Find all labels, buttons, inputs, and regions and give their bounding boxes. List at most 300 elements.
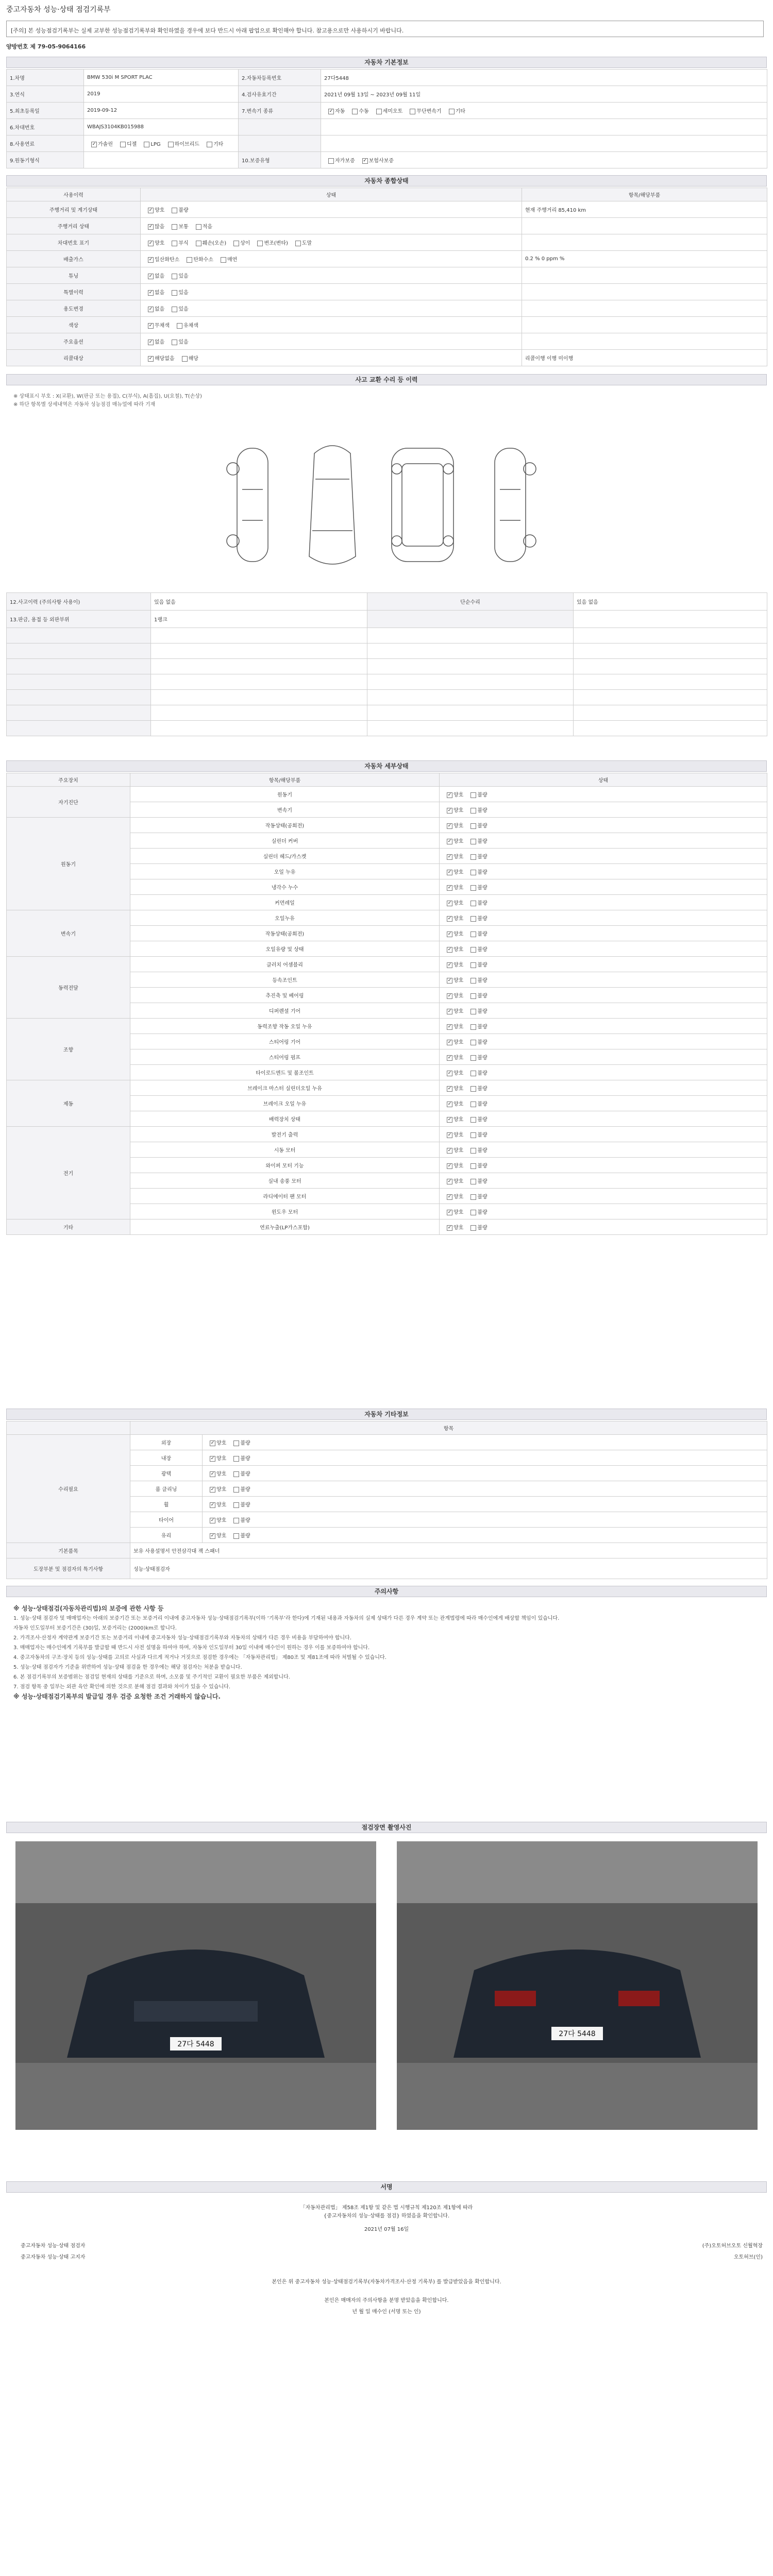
detail-group: 제동 (7, 1080, 130, 1127)
checkbox (447, 993, 452, 999)
detail-item: 실린더 커버 (130, 833, 440, 849)
checkbox-label: 양호 (453, 1009, 464, 1014)
checkbox-label: 불량 (477, 1024, 488, 1030)
checkbox (233, 1440, 239, 1446)
checkbox (210, 1487, 215, 1493)
checkbox (447, 978, 452, 984)
basic-label: 1.차명 (7, 70, 84, 86)
checkbox-label: 불량 (477, 839, 488, 844)
basic-value (321, 152, 767, 168)
accident-cell (574, 643, 767, 659)
extra-status (203, 1497, 767, 1512)
checkbox-label: 무채색 (155, 323, 170, 329)
basic-label (239, 135, 321, 152)
checkbox (470, 1009, 476, 1014)
extra-item: 외장 (130, 1435, 203, 1450)
checkbox (447, 1101, 452, 1107)
checkbox (295, 241, 301, 246)
detail-item: 와이퍼 모터 기능 (130, 1158, 440, 1173)
basic-label (239, 119, 321, 135)
registration-number: 양방번호 제 79-05-9064166 (6, 43, 86, 50)
accident-cell (151, 659, 367, 674)
detail-item: 작동상태(공회전) (130, 926, 440, 941)
checkbox-label: 양호 (453, 1024, 464, 1030)
table-row (7, 910, 767, 926)
checkbox (449, 109, 455, 114)
detail-status (440, 926, 767, 941)
checkbox (470, 823, 476, 829)
table-row (7, 70, 767, 86)
extra-item: 룸 클리닝 (130, 1481, 203, 1497)
basic-label: 10.보증유형 (239, 152, 321, 168)
checkbox-label: 양호 (453, 947, 464, 953)
checkbox-label: 불량 (477, 931, 488, 937)
general-label: 튜닝 (7, 267, 141, 284)
extra-note-label: 도장부분 및 점검자의 특기사항 (7, 1558, 130, 1579)
checkbox-label: 부식 (178, 241, 189, 246)
accident-cell (367, 705, 574, 721)
general-extra: 0.2 % 0 ppm % (522, 251, 767, 267)
checkbox (470, 1101, 476, 1107)
extra-item: 내장 (130, 1450, 203, 1466)
detail-status (440, 1096, 767, 1111)
checkbox-label: 불량 (477, 1117, 488, 1123)
checkbox-label: 불량 (477, 792, 488, 798)
general-status (141, 317, 522, 333)
extra-status (203, 1466, 767, 1481)
general-label: 용도변경 (7, 300, 141, 317)
checkbox-label: 없음 (155, 307, 165, 312)
checkbox-label: 불량 (477, 1148, 488, 1154)
checkbox-label: 양호 (453, 1040, 464, 1045)
basic-value (321, 135, 767, 152)
accident-legend: ※ 상태표시 부호 : X(교환), W(판금 또는 용접), C(부식), A(흠집), U(요철), T(손상) (13, 394, 202, 399)
table-row (7, 251, 767, 267)
accident-label: 단순수리 (367, 593, 574, 611)
table-row (7, 1435, 767, 1450)
accident-label: 12.사고이력 (주의사항 사용이) (7, 593, 151, 611)
accident-cell (151, 628, 367, 643)
table-row (7, 119, 767, 135)
general-status (141, 218, 522, 234)
checkbox (257, 241, 263, 246)
checkbox (470, 1040, 476, 1045)
checkbox (447, 839, 452, 844)
detail-status (440, 802, 767, 818)
accident-cell (7, 643, 151, 659)
checkbox (470, 901, 476, 906)
checkbox (233, 1533, 239, 1539)
checkbox (447, 1055, 452, 1061)
accident-cell (151, 705, 367, 721)
table-row (7, 659, 767, 674)
general-status-table (6, 188, 767, 366)
general-label: 특별이력 (7, 284, 141, 300)
car-frame-diagram (392, 448, 453, 562)
checkbox (470, 839, 476, 844)
table-row (7, 300, 767, 317)
basic-value: 2019 (84, 86, 239, 103)
table-row (7, 234, 767, 251)
checkbox (172, 340, 177, 345)
detail-item: 동력조향 작동 오일 누유 (130, 1019, 440, 1034)
checkbox-label: 매연 (227, 257, 238, 263)
checkbox (447, 916, 452, 922)
checkbox-label: 불량 (477, 1194, 488, 1200)
extra-status (203, 1528, 767, 1543)
checkbox (447, 1163, 452, 1169)
checkbox-label: 자가보증 (335, 158, 355, 164)
checkbox-label: 적음 (202, 224, 212, 230)
accident-cell (367, 628, 574, 643)
extra-head (7, 1421, 130, 1435)
signature-date: 2021년 07월 16일 (364, 2227, 409, 2232)
buyer-confirm-1: 본인은 위 중고자동차 성능·상태점검기록부(자동차가격조사·산정 기록부) 를 발급받았음을 확인합니다. (272, 2279, 501, 2285)
checkbox (196, 224, 201, 230)
extra-status (203, 1481, 767, 1497)
checkbox-label: 양호 (453, 931, 464, 937)
checkbox-label: 양호 (216, 1502, 227, 1508)
checkbox (470, 1194, 476, 1200)
checkbox-label: 불량 (240, 1533, 250, 1539)
checkbox-label: 불량 (477, 1210, 488, 1215)
basic-value (321, 103, 767, 119)
checkbox-label: 없음 (155, 290, 165, 296)
detail-status (440, 1204, 767, 1219)
detail-status (440, 1065, 767, 1080)
checkbox-label: 양호 (453, 1071, 464, 1076)
checkbox (447, 1009, 452, 1014)
detail-item: 스티어링 펌프 (130, 1049, 440, 1065)
extra-item: 타이어 (130, 1512, 203, 1528)
section-detail-status: 자동차 세부상태 (6, 760, 767, 772)
table-row (7, 284, 767, 300)
checkbox-label: 많음 (155, 224, 165, 230)
checkbox (172, 224, 177, 230)
detail-item: 브레이크 오일 누유 (130, 1096, 440, 1111)
checkbox-label: 디젤 (126, 142, 137, 147)
detail-item: 추진축 및 베어링 (130, 988, 440, 1003)
detail-head: 항목/해당부품 (130, 773, 440, 787)
checkbox-label: 양호 (453, 962, 464, 968)
checkbox (470, 978, 476, 984)
checkbox-label: 불량 (477, 1225, 488, 1231)
basic-value: 2021년 09월 13일 ~ 2023년 09월 11일 (321, 86, 767, 103)
checkbox-label: 양호 (453, 1194, 464, 1200)
table-row (7, 135, 767, 152)
checkbox-label: 양호 (216, 1440, 227, 1446)
extra-basic-value: 보유 사용설명서 안전삼각대 잭 스패너 (130, 1543, 767, 1558)
general-status (141, 251, 522, 267)
checkbox (233, 1456, 239, 1462)
checkbox-label: 양호 (453, 1148, 464, 1154)
checkbox (470, 931, 476, 937)
checkbox (470, 854, 476, 860)
accident-legend-note: ※ 하단 항목별 상세내역은 자동차 성능점검 매뉴얼에 따라 기재 (13, 402, 156, 408)
checkbox-label: 양호 (453, 901, 464, 906)
checkbox-label: 양호 (453, 870, 464, 875)
checkbox (447, 885, 452, 891)
notes-body (13, 1602, 755, 1703)
checkbox (210, 1471, 215, 1477)
checkbox-label: 불량 (477, 978, 488, 984)
accident-cell (367, 643, 574, 659)
checkbox (172, 307, 177, 312)
table-row (7, 1080, 767, 1096)
car-right-side-diagram (495, 448, 536, 562)
table-row (7, 1219, 767, 1235)
accident-cell (367, 674, 574, 690)
checkbox (447, 808, 452, 814)
checkbox-label: 양호 (453, 839, 464, 844)
checkbox (447, 1071, 452, 1076)
checkbox-label: 양호 (453, 1179, 464, 1184)
detail-item: 실린더 헤드/가스켓 (130, 849, 440, 864)
detail-item: 오일누유 (130, 910, 440, 926)
checkbox-label: LPG (150, 142, 161, 147)
checkbox-label: 양호 (216, 1456, 227, 1462)
checkbox (470, 1225, 476, 1231)
checkbox (221, 257, 226, 263)
detail-item: 변속기 (130, 802, 440, 818)
general-status (141, 284, 522, 300)
detail-head: 상태 (440, 773, 767, 787)
checkbox-label: 변조(변타) (264, 241, 288, 246)
note-line: ※ 성능·상태점검기록부의 발급일 경우 검증 요청한 조건 거래하지 않습니다. (13, 1693, 221, 1700)
checkbox (470, 1071, 476, 1076)
general-label: 색상 (7, 317, 141, 333)
checkbox-label: 양호 (453, 1055, 464, 1061)
checkbox-label: 기타 (213, 142, 224, 147)
detail-status (440, 879, 767, 895)
checkbox-label: 불량 (477, 1163, 488, 1169)
checkbox (470, 1179, 476, 1184)
checkbox-label: 불량 (477, 962, 488, 968)
front-photo (15, 1841, 376, 2130)
checkbox-label: 수동 (359, 109, 369, 114)
inspector-label: 중고자동차 성능·상태 점검자 (21, 2243, 86, 2249)
checkbox (328, 158, 334, 164)
checkbox-label: 불량 (477, 808, 488, 814)
checkbox-label: 있음 (178, 340, 189, 345)
basic-label: 2.자동차등록번호 (239, 70, 321, 86)
accident-cell (151, 721, 367, 736)
table-row (7, 333, 767, 350)
checkbox (447, 1024, 452, 1030)
checkbox (233, 1471, 239, 1477)
checkbox-label: 불량 (477, 854, 488, 860)
checkbox (447, 1179, 452, 1184)
checkbox-label: 양호 (453, 823, 464, 829)
basic-value (321, 119, 767, 135)
basic-info-table (6, 69, 767, 168)
buyer-confirm-2: 본인은 매매자의 주의사항을 분명 받았음을 확인합니다. (324, 2298, 449, 2303)
checkbox (210, 1502, 215, 1508)
extra-item: 휠 (130, 1497, 203, 1512)
detail-item: 발전기 출력 (130, 1127, 440, 1142)
signature-line-2: {중고자동차의 성능·상태를 점검} 하였음을 확인합니다. (323, 2213, 450, 2219)
detail-status (440, 864, 767, 879)
checkbox-label: 해당 (188, 356, 198, 362)
detail-item: 커먼레일 (130, 895, 440, 910)
checkbox-label: 무단변속기 (416, 109, 442, 114)
checkbox (447, 947, 452, 953)
note-line: 3. 매매업자는 매수인에게 기록부를 발급할 때 반드시 사전 설명을 하여야 하며, 자동차 인도일부터 30일 이내에 매수인이 원하는 경우 이를 보증하여야 합니다. (13, 1645, 370, 1651)
general-label: 주행거리 상태 (7, 218, 141, 234)
accident-cell (367, 721, 574, 736)
checkbox-label: 불량 (477, 1086, 488, 1092)
checkbox (447, 1117, 452, 1123)
accident-cell (7, 674, 151, 690)
checkbox-label: 양호 (453, 854, 464, 860)
detail-item: 타이로드엔드 및 볼조인트 (130, 1065, 440, 1080)
detail-item: 디퍼렌셜 기어 (130, 1003, 440, 1019)
checkbox-label: 가솔린 (98, 142, 113, 147)
checkbox-label: 있음 (178, 307, 189, 312)
checkbox (148, 340, 154, 345)
checkbox-label: 양호 (453, 1210, 464, 1215)
detail-item: 시동 모터 (130, 1142, 440, 1158)
notifier-label: 중고자동차 성능·상태 고지자 (21, 2255, 86, 2260)
checkbox (447, 1210, 452, 1215)
extra-head: 항목 (130, 1421, 767, 1435)
note-line: 7. 점검 항목 중 일부는 외관 육안 확인에 의한 것으로 분해 점검 결과와 차이가 있을 수 있습니다. (13, 1684, 230, 1690)
note-line: 6. 본 점검기록부의 보증범위는 점검일 현재의 상태를 기준으로 하며, 소모품 및 주기적인 교환이 필요한 부품은 제외합니다. (13, 1674, 290, 1680)
table-row (7, 818, 767, 833)
accident-cell (151, 674, 367, 690)
checkbox (470, 962, 476, 968)
detail-item: 원동기 (130, 787, 440, 802)
notifier-name: 오토허브(인) (733, 2255, 763, 2260)
table-row (7, 188, 767, 201)
general-extra (522, 218, 767, 234)
buyer-signature-line: 년 월 일 매수인 (서명 또는 인) (352, 2309, 421, 2315)
checkbox (447, 1040, 452, 1045)
detail-status (440, 1173, 767, 1189)
detail-status (440, 1019, 767, 1034)
checkbox-label: 보통 (178, 224, 189, 230)
general-status (141, 300, 522, 317)
detail-status (440, 1158, 767, 1173)
checkbox-label: 양호 (216, 1533, 227, 1539)
checkbox (447, 1194, 452, 1200)
detail-status (440, 941, 767, 957)
table-row (7, 218, 767, 234)
table-row (7, 705, 767, 721)
basic-value: BMW 530i M SPORT PLAC (84, 70, 239, 86)
detail-item: 냉각수 누수 (130, 879, 440, 895)
detail-head: 주요장치 (7, 773, 130, 787)
table-row (7, 1127, 767, 1142)
accident-cell (574, 690, 767, 705)
extra-status (203, 1512, 767, 1528)
checkbox-label: 불량 (240, 1487, 250, 1493)
general-status (141, 267, 522, 284)
checkbox (447, 901, 452, 906)
checkbox (148, 241, 154, 246)
basic-value: WBAJS3104KB015988 (84, 119, 239, 135)
checkbox-label: 세미오토 (382, 109, 403, 114)
extra-item: 광택 (130, 1466, 203, 1481)
general-label: 주행거리 및 계기상태 (7, 201, 141, 218)
checkbox (447, 1132, 452, 1138)
checkbox-label: 훼손(오손) (202, 241, 227, 246)
detail-status (440, 1049, 767, 1065)
checkbox (470, 1210, 476, 1215)
accident-cell (574, 721, 767, 736)
inspector-name: (주)오토허브오토 신월혁장 (702, 2243, 763, 2249)
extra-item: 유리 (130, 1528, 203, 1543)
detail-item: 스티어링 기어 (130, 1034, 440, 1049)
detail-group: 자기진단 (7, 787, 130, 818)
table-row (7, 1019, 767, 1034)
signature-line-1: 「자동차관리법」 제58조 제1항 및 같은 법 시행규칙 제120조 제1항에 따라 (300, 2205, 473, 2211)
section-notes: 주의사항 (6, 1586, 767, 1597)
checkbox (470, 1132, 476, 1138)
section-accident-history: 사고 교환 수리 등 이력 (6, 374, 767, 385)
general-status (141, 234, 522, 251)
checkbox-label: 일산화탄소 (155, 257, 180, 263)
general-extra: 리콜이행 이행 미이행 (522, 350, 767, 366)
checkbox-label: 불량 (477, 1071, 488, 1076)
note-line: 5. 성능·상태 점검자가 기준을 위반하여 성능·상태 점검을 한 경우에는 해당 점검자는 처분을 받습니다. (13, 1665, 242, 1670)
detail-status (440, 1034, 767, 1049)
checkbox (470, 1055, 476, 1061)
checkbox (172, 274, 177, 279)
detail-item: 배력장치 상태 (130, 1111, 440, 1127)
detail-item: 연료누출(LP가스포함) (130, 1219, 440, 1235)
checkbox (148, 307, 154, 312)
note-line: 4. 중고자동차의 구조·장치 등의 성능·상태를 고의로 사실과 다르게 적거나 거짓으로 점검한 경우에는 「자동차관리법」 제80조 및 제81조에 따라 처벌될 수 있습니다. (13, 1655, 386, 1660)
detail-group: 전기 (7, 1127, 130, 1219)
detail-status (440, 988, 767, 1003)
checkbox-label: 불량 (477, 885, 488, 891)
accident-cell (151, 690, 367, 705)
extra-status (203, 1450, 767, 1466)
checkbox-label: 양호 (453, 978, 464, 984)
checkbox (376, 109, 382, 114)
extra-basic-label: 기본품목 (7, 1543, 130, 1558)
rear-plate: 27다 5448 (559, 2030, 596, 2038)
checkbox-label: 양호 (453, 1132, 464, 1138)
detail-status (440, 895, 767, 910)
detail-status (440, 1219, 767, 1235)
checkbox (410, 109, 415, 114)
table-row (7, 721, 767, 736)
checkbox-label: 양호 (453, 1101, 464, 1107)
table-row (7, 350, 767, 366)
front-plate: 27다 5448 (177, 2040, 214, 2048)
accident-cell (574, 705, 767, 721)
checkbox-label: 불량 (477, 870, 488, 875)
checkbox-label: 양호 (453, 1086, 464, 1092)
checkbox-label: 자동 (335, 109, 345, 114)
accident-label: 13.판금, 용접 등 외판부위 (7, 611, 151, 628)
section-extra-info: 자동차 기타정보 (6, 1409, 767, 1420)
checkbox (182, 356, 188, 362)
checkbox-label: 탄화수소 (193, 257, 213, 263)
checkbox-label: 불량 (240, 1471, 250, 1477)
basic-value: 2019-09-12 (84, 103, 239, 119)
accident-cell (574, 659, 767, 674)
checkbox-label: 불량 (477, 901, 488, 906)
extra-status (203, 1435, 767, 1450)
detail-status (440, 787, 767, 802)
checkbox (352, 109, 358, 114)
table-row (7, 152, 767, 168)
checkbox (233, 1502, 239, 1508)
table-row (7, 1558, 767, 1579)
